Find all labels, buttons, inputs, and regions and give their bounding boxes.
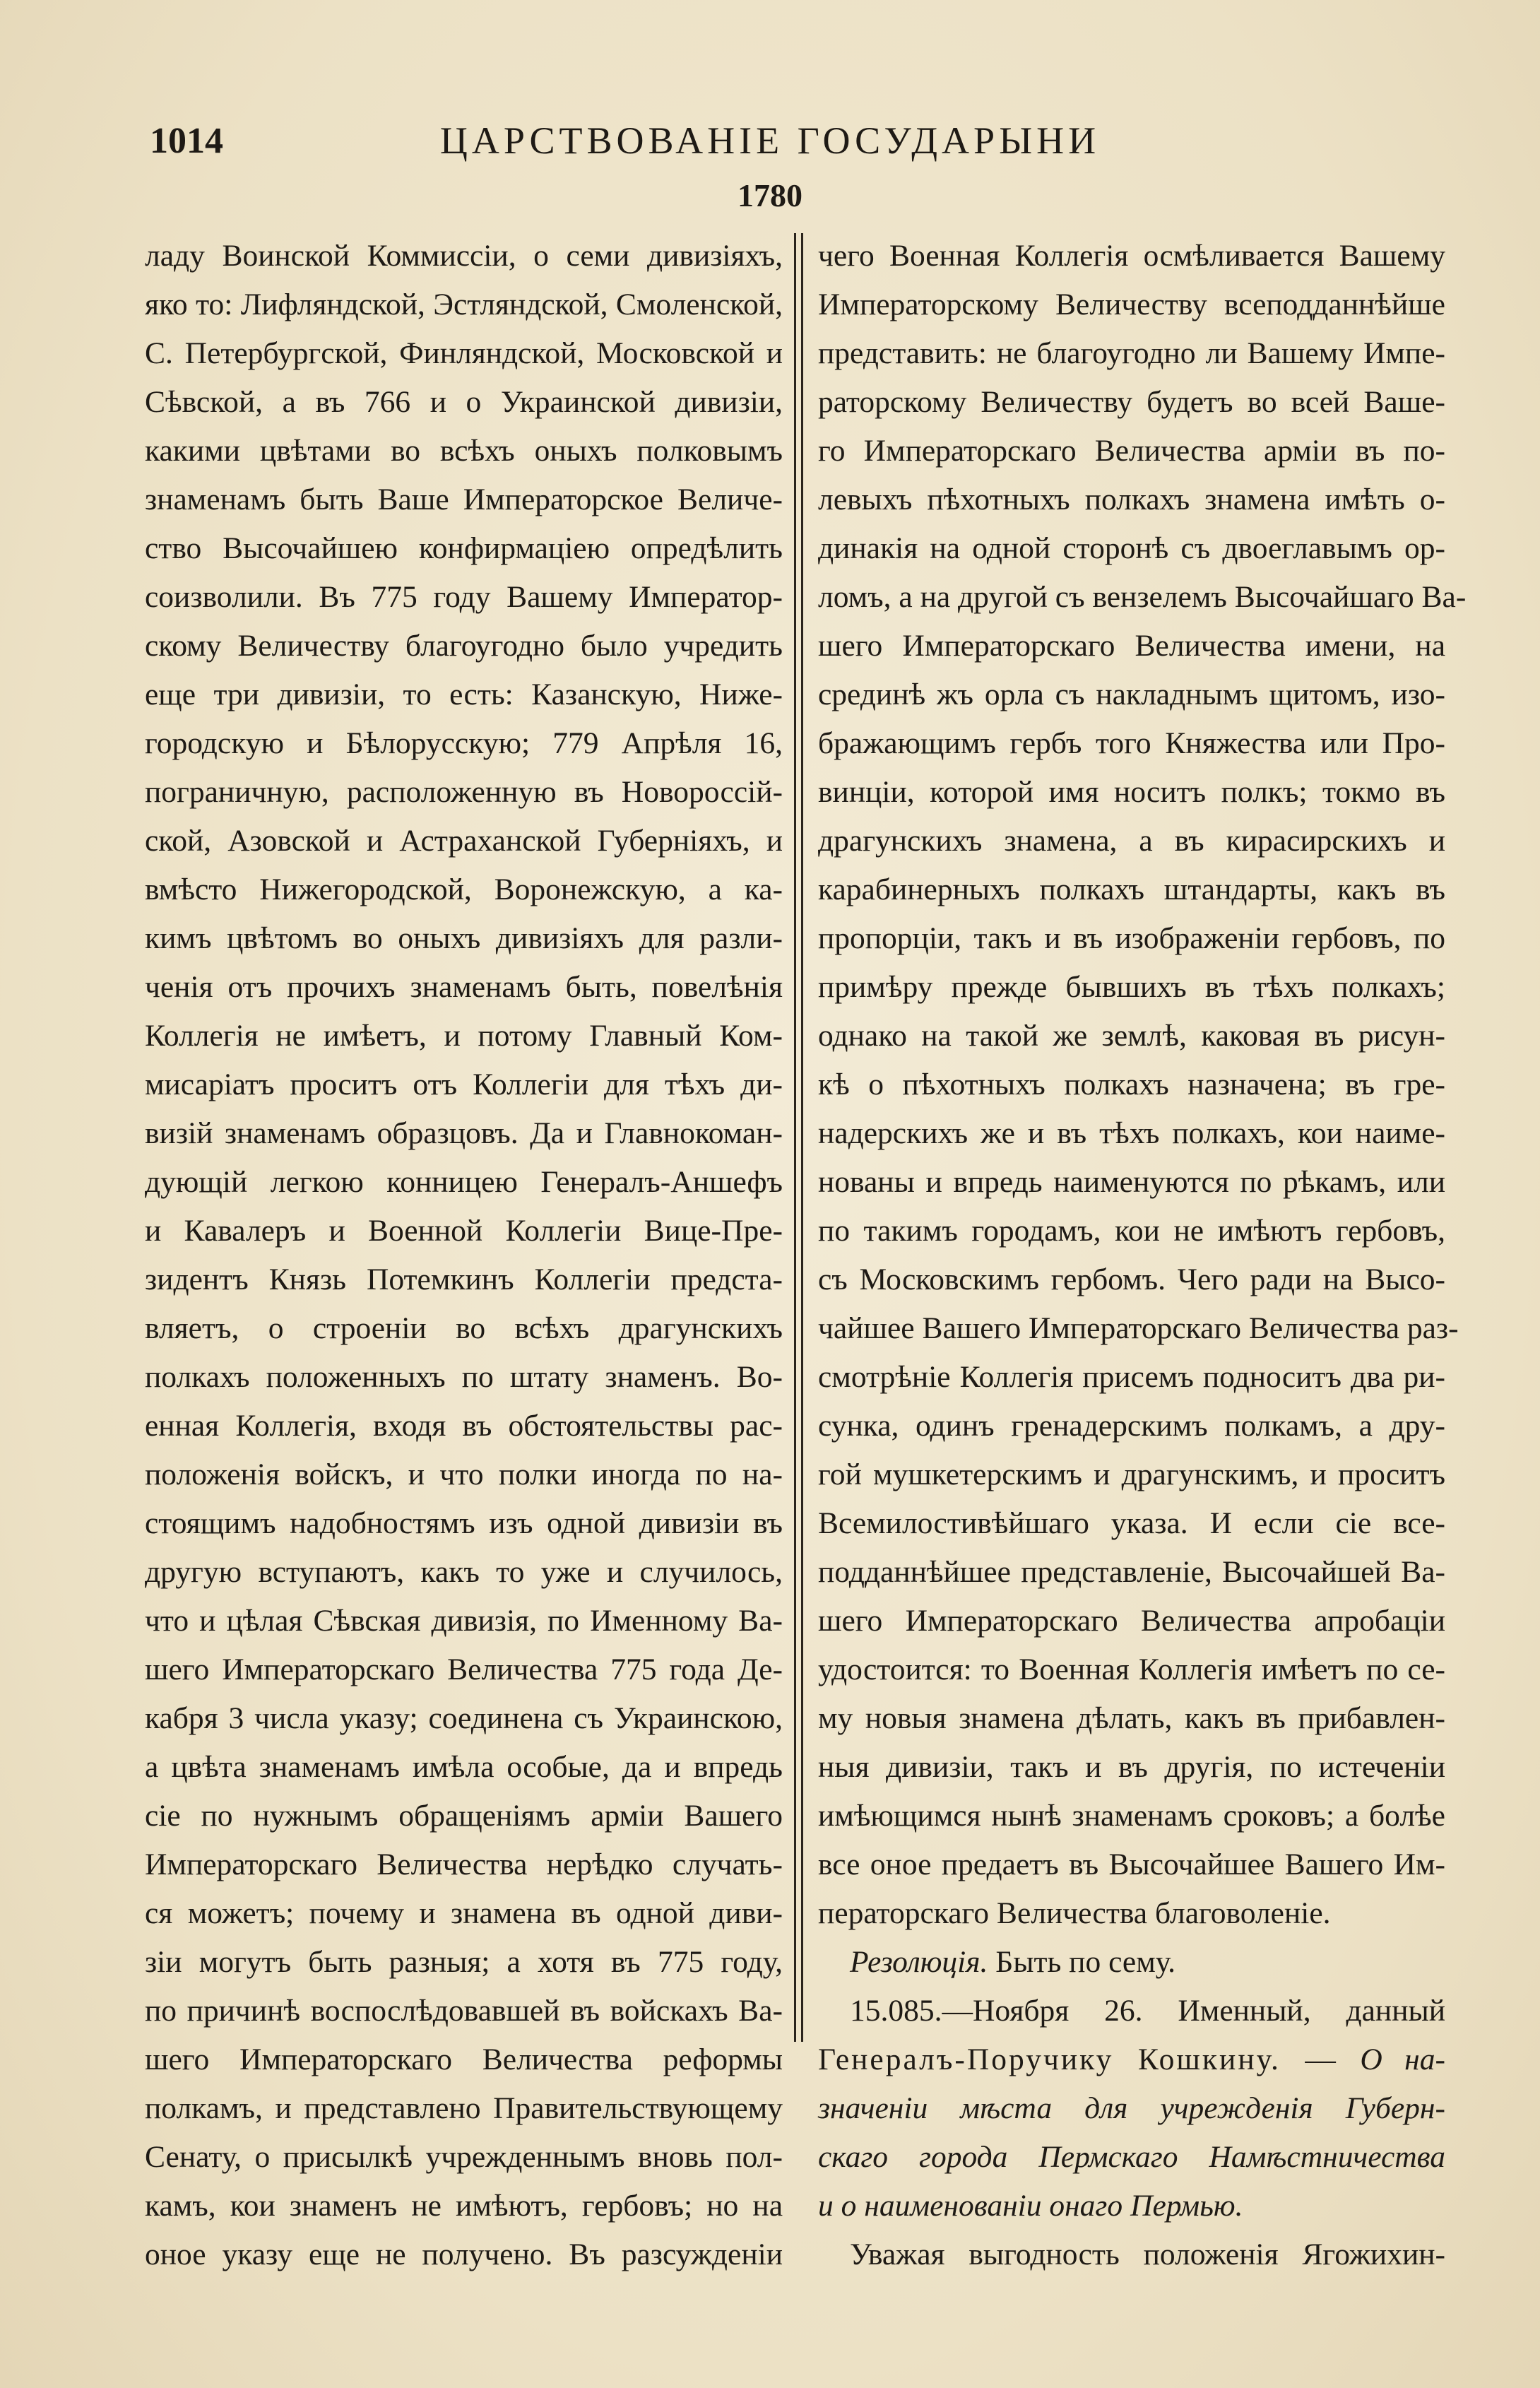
entry-subject-start: О на- bbox=[1360, 2043, 1445, 2076]
entry-date: —Ноября 26. Именный, данный bbox=[942, 1994, 1445, 2028]
text-line: другую вступаютъ, какъ то уже и случилось, bbox=[145, 1555, 783, 1589]
text-line: оное указу еще не получено. Въ разсужденіи bbox=[145, 2238, 783, 2271]
text-line: ператорскаго Величества благоволеніе. bbox=[818, 1896, 1331, 1930]
resolution-text: Быть по сему. bbox=[995, 1945, 1176, 1979]
text-line: винціи, которой имя носитъ полкъ; токмо въ bbox=[818, 775, 1445, 809]
text-line: чего Военная Коллегія осмѣливается Вашему bbox=[818, 239, 1445, 273]
entry-addressee-line bbox=[818, 2035, 1445, 2084]
text-line: имѣющимся нынѣ знаменамъ сроковъ; а болѣе bbox=[818, 1799, 1445, 1833]
resolution-label: Резолюція. bbox=[850, 1945, 988, 1979]
text-line: срединѣ жъ орла съ накладнымъ щитомъ, изо- bbox=[818, 678, 1445, 711]
left-column bbox=[145, 232, 783, 2279]
resolution-line bbox=[818, 1938, 1445, 1987]
text-line: мисаріатъ проситъ отъ Коллегіи для тѣхъ ди- bbox=[145, 1068, 783, 1101]
text-line: бражающимъ гербъ того Княжества или Про- bbox=[818, 726, 1445, 760]
text-line: зидентъ Князь Потемкинъ Коллегіи предста- bbox=[145, 1263, 783, 1296]
right-column bbox=[818, 232, 1467, 2279]
text-line: полкамъ, и представлено Правительствующему bbox=[145, 2091, 783, 2125]
text-line: шего Императорскаго Величества имени, на bbox=[818, 629, 1445, 663]
text-line: Сѣвской, а въ 766 и о Украинской дивизіи, bbox=[145, 385, 783, 419]
entry-number: 15.085. bbox=[850, 1994, 942, 2028]
text-line: примѣру прежде бывшихъ въ тѣхъ полкахъ; bbox=[818, 970, 1445, 1004]
text-line: го Императорскаго Величества арміи въ по- bbox=[818, 434, 1445, 468]
text-line: надерскихъ же и въ тѣхъ полкахъ, кои наиме- bbox=[818, 1116, 1445, 1150]
entry-body-line: Уважая выгодность положенія Ягожихин- bbox=[850, 2238, 1445, 2271]
text-line: гой мушкетерскимъ и драгунскимъ, и проситъ bbox=[818, 1458, 1445, 1491]
text-line: положенія войскъ, и что полки иногда по на- bbox=[145, 1458, 783, 1491]
text-line: Сенату, о присылкѣ учрежденнымъ вновь пол- bbox=[145, 2140, 783, 2174]
text-line: карабинерныхъ полкахъ штандарты, какъ въ bbox=[818, 873, 1445, 906]
text-line: смотрѣніе Коллегія присемъ подноситъ два ри- bbox=[818, 1360, 1445, 1394]
text-line: еще три дивизіи, то есть: Казанскую, Ниже- bbox=[145, 678, 783, 711]
page-number: 1014 bbox=[150, 121, 223, 161]
running-title: ЦАРСТВОВАНІЕ ГОСУДАРЫНИ bbox=[439, 119, 1101, 162]
text-line: городскую и Бѣлорусскую; 779 Апрѣля 16, bbox=[145, 726, 783, 760]
text-line: пограничную, расположенную въ Новороссій- bbox=[145, 775, 783, 809]
text-line: динакія на одной сторонѣ съ двоеглавымъ ор- bbox=[818, 531, 1445, 565]
text-line: шего Императорскаго Величества 775 года Де- bbox=[145, 1653, 783, 1686]
text-line: стоящимъ надобностямъ изъ одной дивизіи въ bbox=[145, 1506, 783, 1540]
entry-addressee: Генералъ-Поручику Кошкину. — bbox=[818, 2043, 1338, 2076]
text-line: кабря 3 числа указу; соединена съ Украинскою, bbox=[145, 1701, 783, 1735]
year-heading: 1780 bbox=[738, 177, 802, 213]
text-line: му новыя знамена дѣлать, какъ въ прибавлен- bbox=[818, 1701, 1445, 1735]
text-line: визій знаменамъ образцовъ. Да и Главнокоман- bbox=[145, 1116, 783, 1150]
text-line: Императорскаго Величества нерѣдко случать- bbox=[145, 1848, 783, 1881]
text-line: по такимъ городамъ, кои не имѣютъ гербовъ, bbox=[818, 1214, 1445, 1248]
text-line: сунка, одинъ гренадерскимъ полкамъ, а дру- bbox=[818, 1409, 1445, 1443]
text-line: раторскому Величеству будетъ во всей Ваше- bbox=[818, 385, 1445, 419]
text-line: кѣ о пѣхотныхъ полкахъ назначена; въ гре- bbox=[818, 1068, 1445, 1101]
text-line: драгунскихъ знамена, а въ кирасирскихъ и bbox=[818, 824, 1445, 858]
entry-subject-line: значеніи мѣста для учрежденія Губерн- bbox=[818, 2091, 1445, 2125]
text-line: Императорскому Величеству всеподданнѣйше bbox=[818, 288, 1445, 321]
text-line: соизволили. Въ 775 году Вашему Император- bbox=[145, 580, 783, 614]
text-line: ской, Азовской и Астраханской Губерніяхъ, и bbox=[145, 824, 783, 858]
text-line: однако на такой же землѣ, каковая въ рисун- bbox=[818, 1019, 1445, 1053]
text-line: съ Московскимъ гербомъ. Чего ради на Высо- bbox=[818, 1263, 1445, 1296]
entry-heading-line bbox=[818, 1987, 1445, 2035]
text-line: шего Императорскаго Величества реформы bbox=[145, 2043, 783, 2076]
text-line: скому Величеству благоугодно было учредить bbox=[145, 629, 783, 663]
text-line: кимъ цвѣтомъ во оныхъ дивизіяхъ для разли- bbox=[145, 921, 783, 955]
text-line: енная Коллегія, входя въ обстоятельствы рас- bbox=[145, 1409, 783, 1443]
entry-subject-line: и о наименованіи онаго Пермью. bbox=[818, 2189, 1243, 2223]
text-line: зіи могутъ быть разныя; а хотя въ 775 году, bbox=[145, 1945, 783, 1979]
column-divider bbox=[801, 233, 803, 2042]
text-line: вляетъ, о строеніи во всѣхъ драгунскихъ bbox=[145, 1311, 783, 1345]
text-line: нованы и впредь наименуются по рѣкамъ, или bbox=[818, 1165, 1445, 1199]
text-line: все оное предаетъ въ Высочайшее Вашего Им- bbox=[818, 1848, 1445, 1881]
right-column-text bbox=[818, 232, 1467, 1938]
text-line: чайшее Вашего Императорскаго Величества раз- bbox=[818, 1311, 1459, 1345]
text-line: шего Императорскаго Величества апробаціи bbox=[818, 1604, 1445, 1638]
text-line: ныя дивизіи, такъ и въ другія, по истеченіи bbox=[818, 1750, 1445, 1784]
text-line: сіе по нужнымъ обращеніямъ арміи Вашего bbox=[145, 1799, 783, 1833]
text-line: Коллегія не имѣетъ, и потому Главный Ком- bbox=[145, 1019, 783, 1053]
text-line: левыхъ пѣхотныхъ полкахъ знамена имѣть о- bbox=[818, 483, 1445, 516]
text-line: ладу Воинской Коммиссіи, о семи дивизіяхъ, bbox=[145, 239, 783, 273]
text-line: и Кавалеръ и Военной Коллегіи Вице-Пре- bbox=[145, 1214, 783, 1248]
text-line: пропорціи, такъ и въ изображеніи гербовъ, по bbox=[818, 921, 1445, 955]
text-line: С. Петербургской, Финляндской, Московской и bbox=[145, 336, 783, 370]
text-line: какими цвѣтами во всѣхъ оныхъ полковымъ bbox=[145, 434, 783, 468]
text-line: ченія отъ прочихъ знаменамъ быть, повелѣнія bbox=[145, 970, 783, 1004]
text-line: ломъ, а на другой съ вензелемъ Высочайшаго Ва- bbox=[818, 580, 1467, 614]
text-line: что и цѣлая Сѣвская дивизія, по Именному Ва- bbox=[145, 1604, 783, 1638]
text-line: ство Высочайшею конфирмаціею опредѣлить bbox=[145, 531, 783, 565]
text-line: ся можетъ; почему и знамена въ одной диви- bbox=[145, 1896, 783, 1930]
entry-subject-line: скаго города Пермскаго Намѣстничества bbox=[818, 2140, 1445, 2174]
column-divider bbox=[794, 233, 796, 2042]
text-line: камъ, кои знаменъ не имѣютъ, гербовъ; но на bbox=[145, 2189, 783, 2223]
text-line: Всемилостивѣйшаго указа. И если сіе все- bbox=[818, 1506, 1445, 1540]
text-line: по причинѣ воспослѣдовавшей въ войскахъ Ва- bbox=[145, 1994, 783, 2028]
text-line: вмѣсто Нижегородской, Воронежскую, а ка- bbox=[145, 873, 783, 906]
text-line: полкахъ положенныхъ по штату знаменъ. Во- bbox=[145, 1360, 783, 1394]
text-line: дующій легкою конницею Генералъ-Аншефъ bbox=[145, 1165, 783, 1199]
text-line: а цвѣта знаменамъ имѣла особые, да и впредь bbox=[145, 1750, 783, 1784]
text-line: знаменамъ быть Ваше Императорское Величе- bbox=[145, 483, 783, 516]
text-line: представить: не благоугодно ли Вашему Импе- bbox=[818, 336, 1445, 370]
text-line: подданнѣйшее представленіе, Высочайшей Ва- bbox=[818, 1555, 1445, 1589]
text-line: яко то: Лифляндской, Эстляндской, Смоленской, bbox=[145, 288, 783, 321]
text-line: удостоится: то Военная Коллегія имѣетъ по се- bbox=[818, 1653, 1445, 1686]
